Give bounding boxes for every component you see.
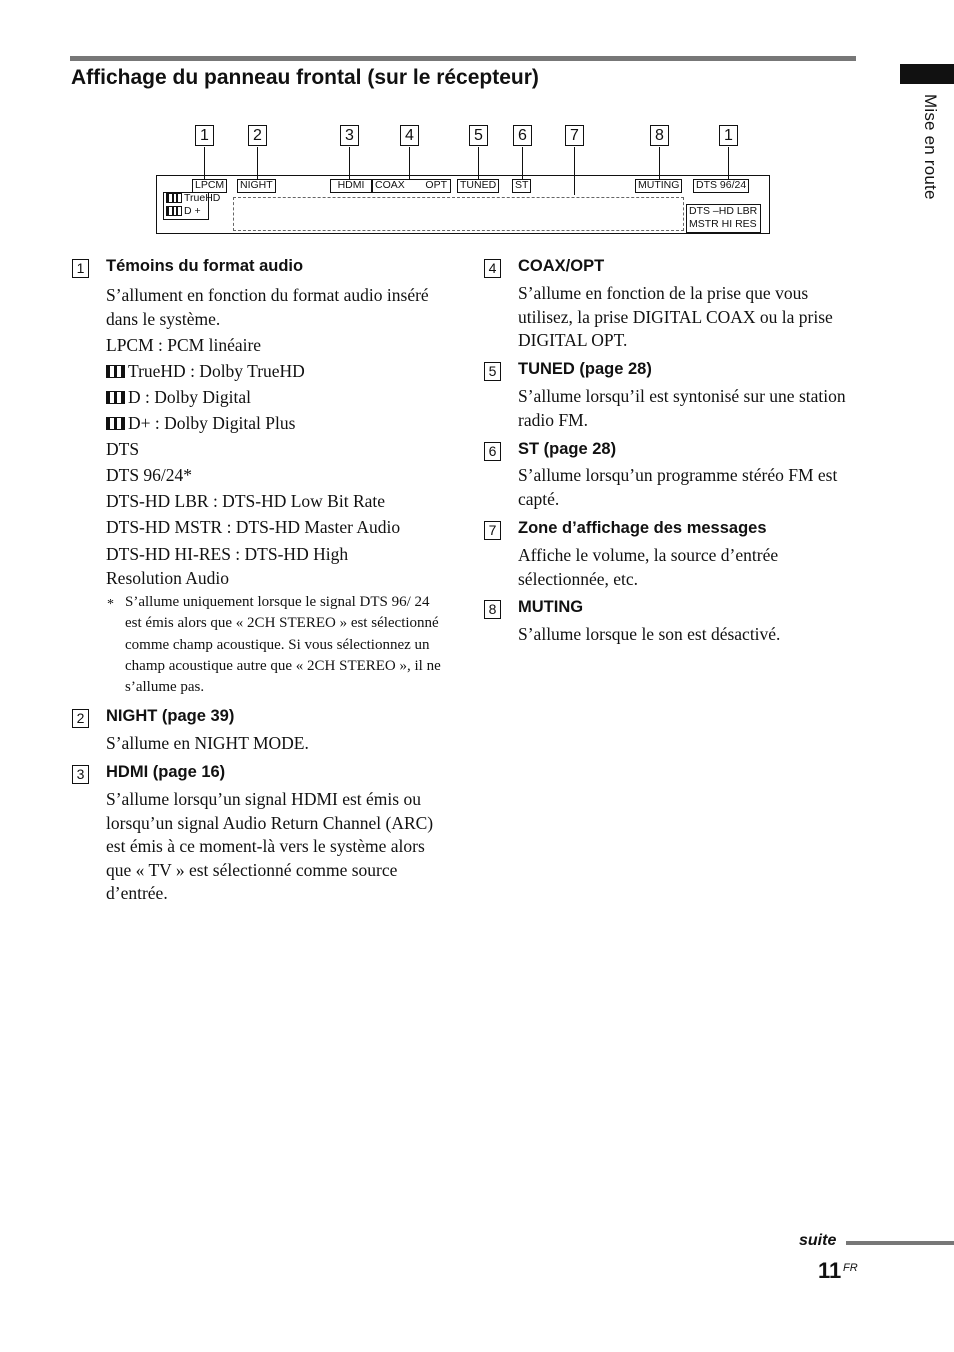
indicator-mstr-hi-res: MSTR HI RES	[689, 218, 757, 230]
callout-2: 2	[248, 125, 267, 146]
item-number: 2	[72, 709, 89, 728]
item-heading: Zone d’affichage des messages	[518, 519, 767, 537]
format-line: DTS-HD HI-RES : DTS-HD High Resolution Audio	[106, 544, 349, 588]
indicator-dts-hd-lbr: DTS –HD LBR	[689, 205, 758, 217]
indicator-opt-label: OPT	[425, 179, 447, 191]
indicator-hdmi: HDMI	[330, 179, 372, 193]
item-text: S’allume lorsqu’un programme stéréo FM est capté.	[518, 465, 838, 509]
callout-5: 5	[469, 125, 488, 146]
format-label: TrueHD : Dolby TrueHD	[128, 361, 305, 381]
dolby-logo-icon	[106, 391, 125, 404]
page-language-suffix: FR	[843, 1262, 858, 1274]
callout-4: 4	[400, 125, 419, 146]
indicator-night: NIGHT	[237, 179, 276, 193]
callout-1b: 1	[719, 125, 738, 146]
format-line: DTS-HD MSTR : DTS-HD Master Audio	[106, 517, 401, 537]
section-title: Affichage du panneau frontal (sur le récepteur)	[71, 66, 539, 89]
indicator-coax-label: COAX	[375, 179, 405, 191]
callout-6: 6	[513, 125, 532, 146]
format-line: DTS	[106, 439, 140, 459]
indicator-coax-opt	[372, 179, 451, 193]
continued-rule	[846, 1241, 954, 1245]
indicator-dplus-label: D +	[184, 205, 201, 217]
indicator-dplus	[166, 206, 201, 217]
item-number: 6	[484, 442, 501, 461]
format-label: D : Dolby Digital	[128, 387, 251, 407]
item-heading: HDMI (page 16)	[106, 763, 226, 781]
indicator-lpcm: LPCM	[192, 179, 227, 193]
continued-label: suite	[799, 1232, 837, 1249]
dolby-logo-icon	[106, 417, 125, 430]
format-line: DTS 96/24*	[106, 465, 193, 485]
page-number: 11	[818, 1258, 842, 1283]
item-number: 3	[72, 765, 89, 784]
indicator-st: ST	[512, 179, 531, 193]
item-text: S’allume en fonction de la prise que vous utilisez, la prise DIGITAL COAX ou la prise DIGITAL OPT.	[518, 283, 833, 350]
format-line	[106, 413, 295, 434]
dolby-logo-icon	[166, 193, 182, 203]
item-text: S’allume en NIGHT MODE.	[106, 733, 309, 753]
indicator-truehd	[166, 193, 220, 204]
format-line: DTS-HD LBR : DTS-HD Low Bit Rate	[106, 491, 386, 511]
item-heading: Témoins du format audio	[106, 257, 304, 275]
item-heading: TUNED (page 28)	[518, 360, 652, 378]
item-text: S’allume lorsqu’un signal HDMI est émis ou lorsqu’un signal Audio Return Channel (ARC) est émis à ce moment-là vers le système alors que « TV » est sélectionné comme source d’entrée.	[106, 789, 434, 903]
format-line: LPCM : PCM linéaire	[106, 335, 262, 355]
callout-8: 8	[650, 125, 669, 146]
dolby-logo-icon	[166, 206, 182, 216]
item-number: 7	[484, 521, 501, 540]
callout-3: 3	[340, 125, 359, 146]
item-text: Affiche le volume, la source d’entrée sélectionnée, etc.	[518, 545, 779, 589]
item-heading: NIGHT (page 39)	[106, 707, 235, 725]
format-line	[106, 361, 305, 382]
item-text: S’allume lorsque le son est désactivé.	[518, 624, 781, 644]
callout-7: 7	[565, 125, 584, 146]
format-line	[106, 387, 251, 408]
message-area	[233, 197, 684, 231]
indicator-truehd-label: TrueHD	[184, 192, 221, 204]
item-number: 5	[484, 362, 501, 381]
indicator-muting: MUTING	[635, 179, 682, 193]
item-number: 8	[484, 600, 501, 619]
item-text: S’allume lorsqu’il est syntonisé sur une station radio FM.	[518, 386, 846, 430]
item-heading: MUTING	[518, 598, 584, 616]
dolby-logo-icon	[106, 365, 125, 378]
section-side-label: Mise en route	[921, 94, 940, 200]
item-number: 1	[72, 259, 89, 278]
item-heading: COAX/OPT	[518, 257, 605, 275]
indicator-tuned: TUNED	[457, 179, 499, 193]
item-number: 4	[484, 259, 501, 278]
indicator-dts-96-24: DTS 96/24	[693, 179, 749, 193]
footnote-text: S’allume uniquement lorsque le signal DTS 96/ 24 est émis alors que « 2CH STEREO » est sélectionné comme champ acoustique. Si vous sélectionnez un champ acoustique autre que « 2CH STEREO », il ne s’allume pas.	[125, 594, 441, 696]
format-label: D+ : Dolby Digital Plus	[128, 413, 296, 433]
item-text: S’allument en fonction du format audio inséré dans le système.	[106, 285, 429, 329]
top-rule	[70, 56, 856, 61]
item-heading: ST (page 28)	[518, 440, 617, 458]
footnote-mark: *	[107, 597, 114, 612]
callout-1: 1	[195, 125, 214, 146]
section-tab-marker	[900, 64, 954, 84]
